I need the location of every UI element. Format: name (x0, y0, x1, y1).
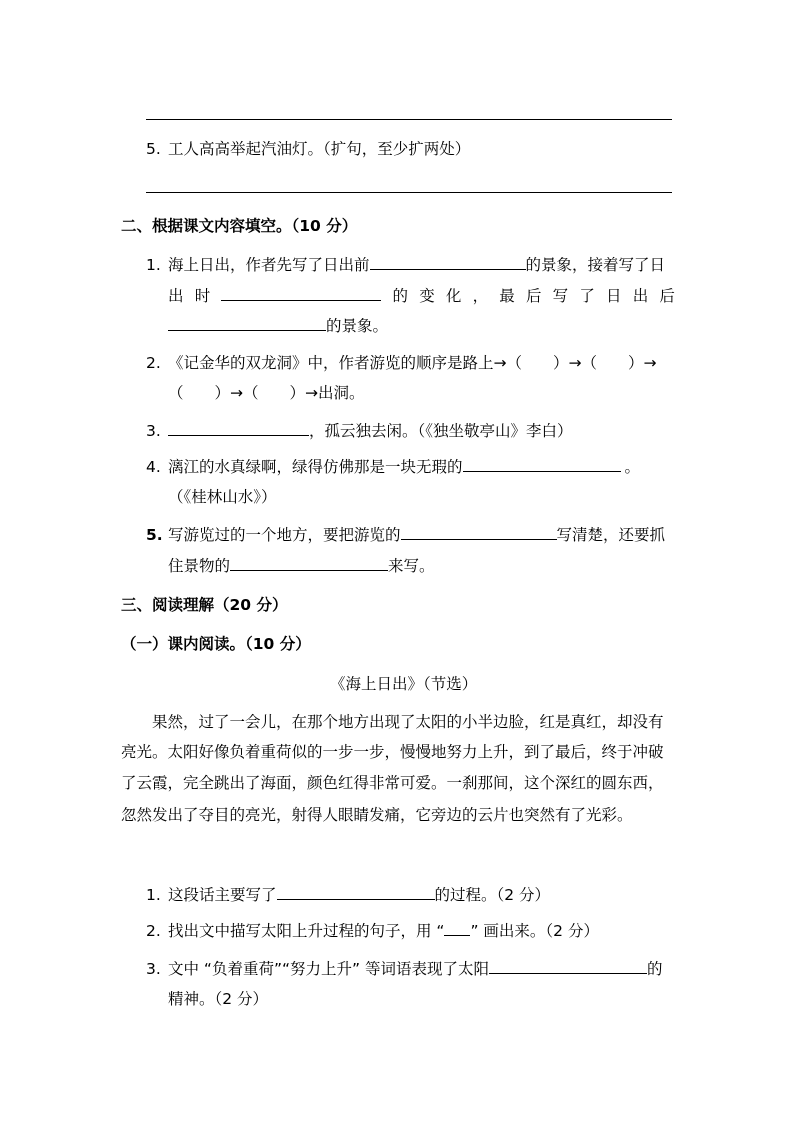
fill-item-1: 1. 海上日出，作者先写了日出前 的景象，接着写了日 (146, 256, 666, 274)
sub-heading: （一）课内阅读。（10 分） (121, 635, 311, 653)
reading-question-3-line2: 精神。（2 分） (168, 990, 269, 1008)
section-heading: 二、根据课文内容填空。（10 分） (121, 217, 358, 235)
blank-field[interactable] (168, 421, 309, 436)
reading-question-3: 3. 文中 “负着重荷”“努力上升” 等词语表现了太阳 的 (146, 960, 663, 978)
reading-question-1: 1. 这段话主要写了 的过程。（2 分） (146, 886, 551, 904)
blank-field[interactable] (401, 525, 557, 540)
blank-field[interactable] (370, 255, 526, 270)
blank-field[interactable] (168, 316, 326, 331)
fill-item-2: 2. 《记金华的双龙洞》中，作者游览的顺序是路上→（ ）→（ ）→ (146, 354, 657, 372)
answer-line[interactable] (146, 119, 672, 120)
answer-line[interactable] (146, 192, 672, 193)
fill-item-4: 4. 漓江的水真绿啊，绿得仿佛那是一块无瑕的 。 (146, 458, 641, 476)
fill-item-4-line2: （《桂林山水》） (168, 488, 277, 506)
reading-question-2: 2. 找出文中描写太阳上升过程的句子，用 “ ” 画出来。（2 分） (146, 922, 599, 940)
passage-line: 了云霞，完全跳出了海面，颜色红得非常可爱。一刹那间，这个深红的圆东西， (121, 774, 664, 792)
fill-item-5: 5. 写游览过的一个地方，要把游览的 写清楚，还要抓 (146, 526, 666, 544)
fill-item-2-line2: （ ）→（ ）→出洞。 (168, 384, 365, 402)
fill-item-1-line2: 出 时 的 变 化 ， 最 后 写 了 日 出 后 (168, 287, 675, 305)
blank-field[interactable] (463, 457, 621, 472)
underline-sample (444, 921, 470, 936)
question-5-prev: 5. 工人高高举起汽油灯。（扩句，至少扩两处） (146, 140, 471, 158)
section-heading: 三、阅读理解（20 分） (121, 596, 288, 614)
passage-title: 《海上日出》（节选） (330, 675, 478, 693)
blank-field[interactable] (277, 885, 435, 900)
passage-line: 忽然发出了夺目的亮光，射得人眼睛发痛，它旁边的云片也突然有了光彩。 (121, 806, 633, 824)
fill-item-5-line2: 住景物的 来写。 (168, 557, 435, 575)
passage-line: 果然，过了一会儿，在那个地方出现了太阳的小半边脸，红是真红，却没有 (152, 713, 664, 731)
passage-line: 亮光。太阳好像负着重荷似的一步一步，慢慢地努力上升，到了最后，终于冲破 (121, 743, 664, 761)
fill-item-1-line3: 的景象。 (168, 316, 388, 336)
blank-field[interactable] (221, 286, 381, 301)
fill-item-3: 3. ，孤云独去闲。（《独坐敬亭山》李白） (146, 422, 573, 440)
blank-field[interactable] (489, 959, 647, 974)
blank-field[interactable] (230, 556, 388, 571)
